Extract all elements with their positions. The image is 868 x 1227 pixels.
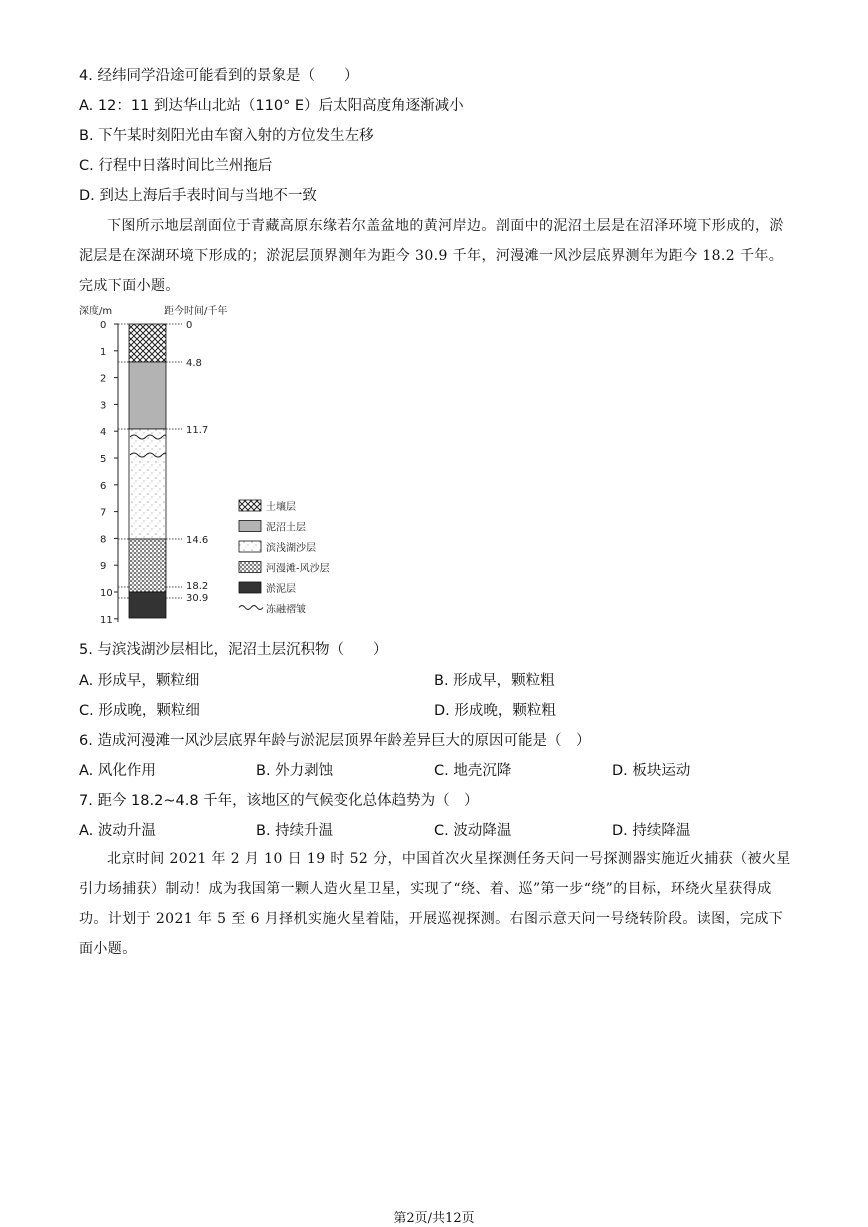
- passage-mars-probe: [79, 844, 791, 964]
- q7-option-b: B. 持续升温: [256, 823, 334, 839]
- legend-label: 河漫滩-风沙层: [266, 563, 330, 575]
- stratigraphic-column-figure: [74, 300, 374, 630]
- page-number: 第2页/共12页: [393, 1211, 475, 1226]
- depth-tick-label: 2: [100, 373, 107, 385]
- q5-option-c: C. 形成晚，颗粒细: [79, 703, 200, 719]
- depth-tick-label: 6: [100, 480, 107, 492]
- depth-tick-label: 11: [100, 614, 113, 626]
- q5-option-d: D. 形成晚，颗粒粗: [434, 703, 556, 719]
- passage-stratigraphy-text: 下图所示地层剖面位于青藏高原东缘若尔盖盆地的黄河岸边。剖面中的泥沼土层是在沼泽环境下形成的，淤泥层是在深湖环境下形成的；淤泥层顶界测年为距今 30.9 千年，河漫滩一风沙层底界测年为距今 18.2 千年。完成下面小题。: [79, 218, 784, 294]
- q6-stem: 6. 造成河漫滩一风沙层底界年龄与淤泥层顶界年龄差异巨大的原因可能是（ ）: [79, 733, 591, 749]
- q4-stem: 4. 经纬同学沿途可能看到的景象是（ ）: [79, 68, 359, 84]
- depth-tick-label: 1: [100, 346, 107, 358]
- depth-tick-label: 4: [100, 427, 107, 439]
- q6-option-a: A. 风化作用: [79, 763, 156, 779]
- depth-tick-label: 10: [100, 588, 113, 599]
- q5-option-a: A. 形成早，颗粒细: [79, 673, 200, 689]
- age-label: 18.2: [186, 581, 209, 592]
- legend-label: 滨浅湖沙层: [266, 543, 316, 554]
- q6-option-d: D. 板块运动: [612, 763, 691, 779]
- age-label: 30.9: [186, 593, 209, 604]
- layer-peat: [129, 362, 166, 429]
- age-label: 11.7: [186, 425, 209, 436]
- legend-label: 冻融褶皱: [266, 604, 306, 616]
- layer-soil: [129, 324, 166, 362]
- depth-tick-label: 3: [100, 400, 107, 412]
- legend-swatch: [239, 562, 261, 573]
- age-label: 0: [186, 320, 193, 331]
- passage-stratigraphy: [79, 211, 791, 301]
- legend-swatch: [239, 521, 261, 532]
- depth-tick-label: 0: [100, 320, 107, 331]
- age-label: 4.8: [186, 358, 202, 369]
- q6-option-c: C. 地壳沉降: [434, 763, 512, 779]
- q6-option-b: B. 外力剥蚀: [256, 763, 334, 779]
- legend-swatch: [239, 500, 261, 511]
- q7-option-d: D. 持续降温: [612, 823, 691, 839]
- legend-swatch: [239, 541, 261, 552]
- q5-option-b: B. 形成早，颗粒粗: [434, 673, 555, 689]
- age-label: 14.6: [186, 535, 209, 546]
- q7-option-c: C. 波动降温: [434, 823, 512, 839]
- layer-silt: [129, 592, 166, 618]
- legend-label: 淤泥层: [266, 584, 296, 595]
- legend: [239, 500, 330, 616]
- legend-label: 土壤层: [266, 502, 296, 513]
- depth-tick-label: 5: [100, 454, 107, 465]
- depth-tick-label: 8: [100, 534, 107, 546]
- legend-swatch: [239, 582, 261, 593]
- depth-tick-label: 9: [100, 561, 107, 573]
- age-axis-label: 距今时间/千年: [164, 306, 228, 317]
- q4-option-a: A. 12：11 到达华山北站（110° E）后太阳高度角逐渐减小: [79, 98, 464, 114]
- q5-stem: 5. 与滨浅湖沙层相比，泥沼土层沉积物（ ）: [79, 642, 388, 658]
- layer-floodplain-aeolian: [129, 539, 166, 592]
- q4-option-b: B. 下午某时刻阳光由车窗入射的方位发生左移: [79, 128, 374, 144]
- layer-lakeshore-sand: [129, 429, 166, 539]
- q4-option-d: D. 到达上海后手表时间与当地不一致: [79, 188, 317, 204]
- q7-stem: 7. 距今 18.2~4.8 千年，该地区的气候变化总体趋势为（ ）: [79, 793, 479, 809]
- depth-axis-label: 深度/m: [79, 306, 113, 317]
- legend-label: 泥沼土层: [266, 522, 306, 534]
- legend-swatch: [239, 606, 263, 610]
- passage-mars-probe-text: 北京时间 2021 年 2 月 10 日 19 时 52 分，中国首次火星探测任务天问一号探测器实施近火捕获（被火星引力场捕获）制动！成为我国第一颗人造火星卫星，实现了“绕、着、巡”第一步“绕”的目标，环绕火星获得成功。计划于 2021 年 5 至 6 月择机实施火星着陆，开展巡视探测。右图示意天问一号绕转阶段。读图，完成下面小题。: [79, 851, 791, 957]
- depth-ticks: [100, 320, 118, 626]
- depth-tick-label: 7: [100, 507, 107, 519]
- q7-option-a: A. 波动升温: [79, 823, 156, 839]
- q4-option-c: C. 行程中日落时间比兰州拖后: [79, 158, 273, 174]
